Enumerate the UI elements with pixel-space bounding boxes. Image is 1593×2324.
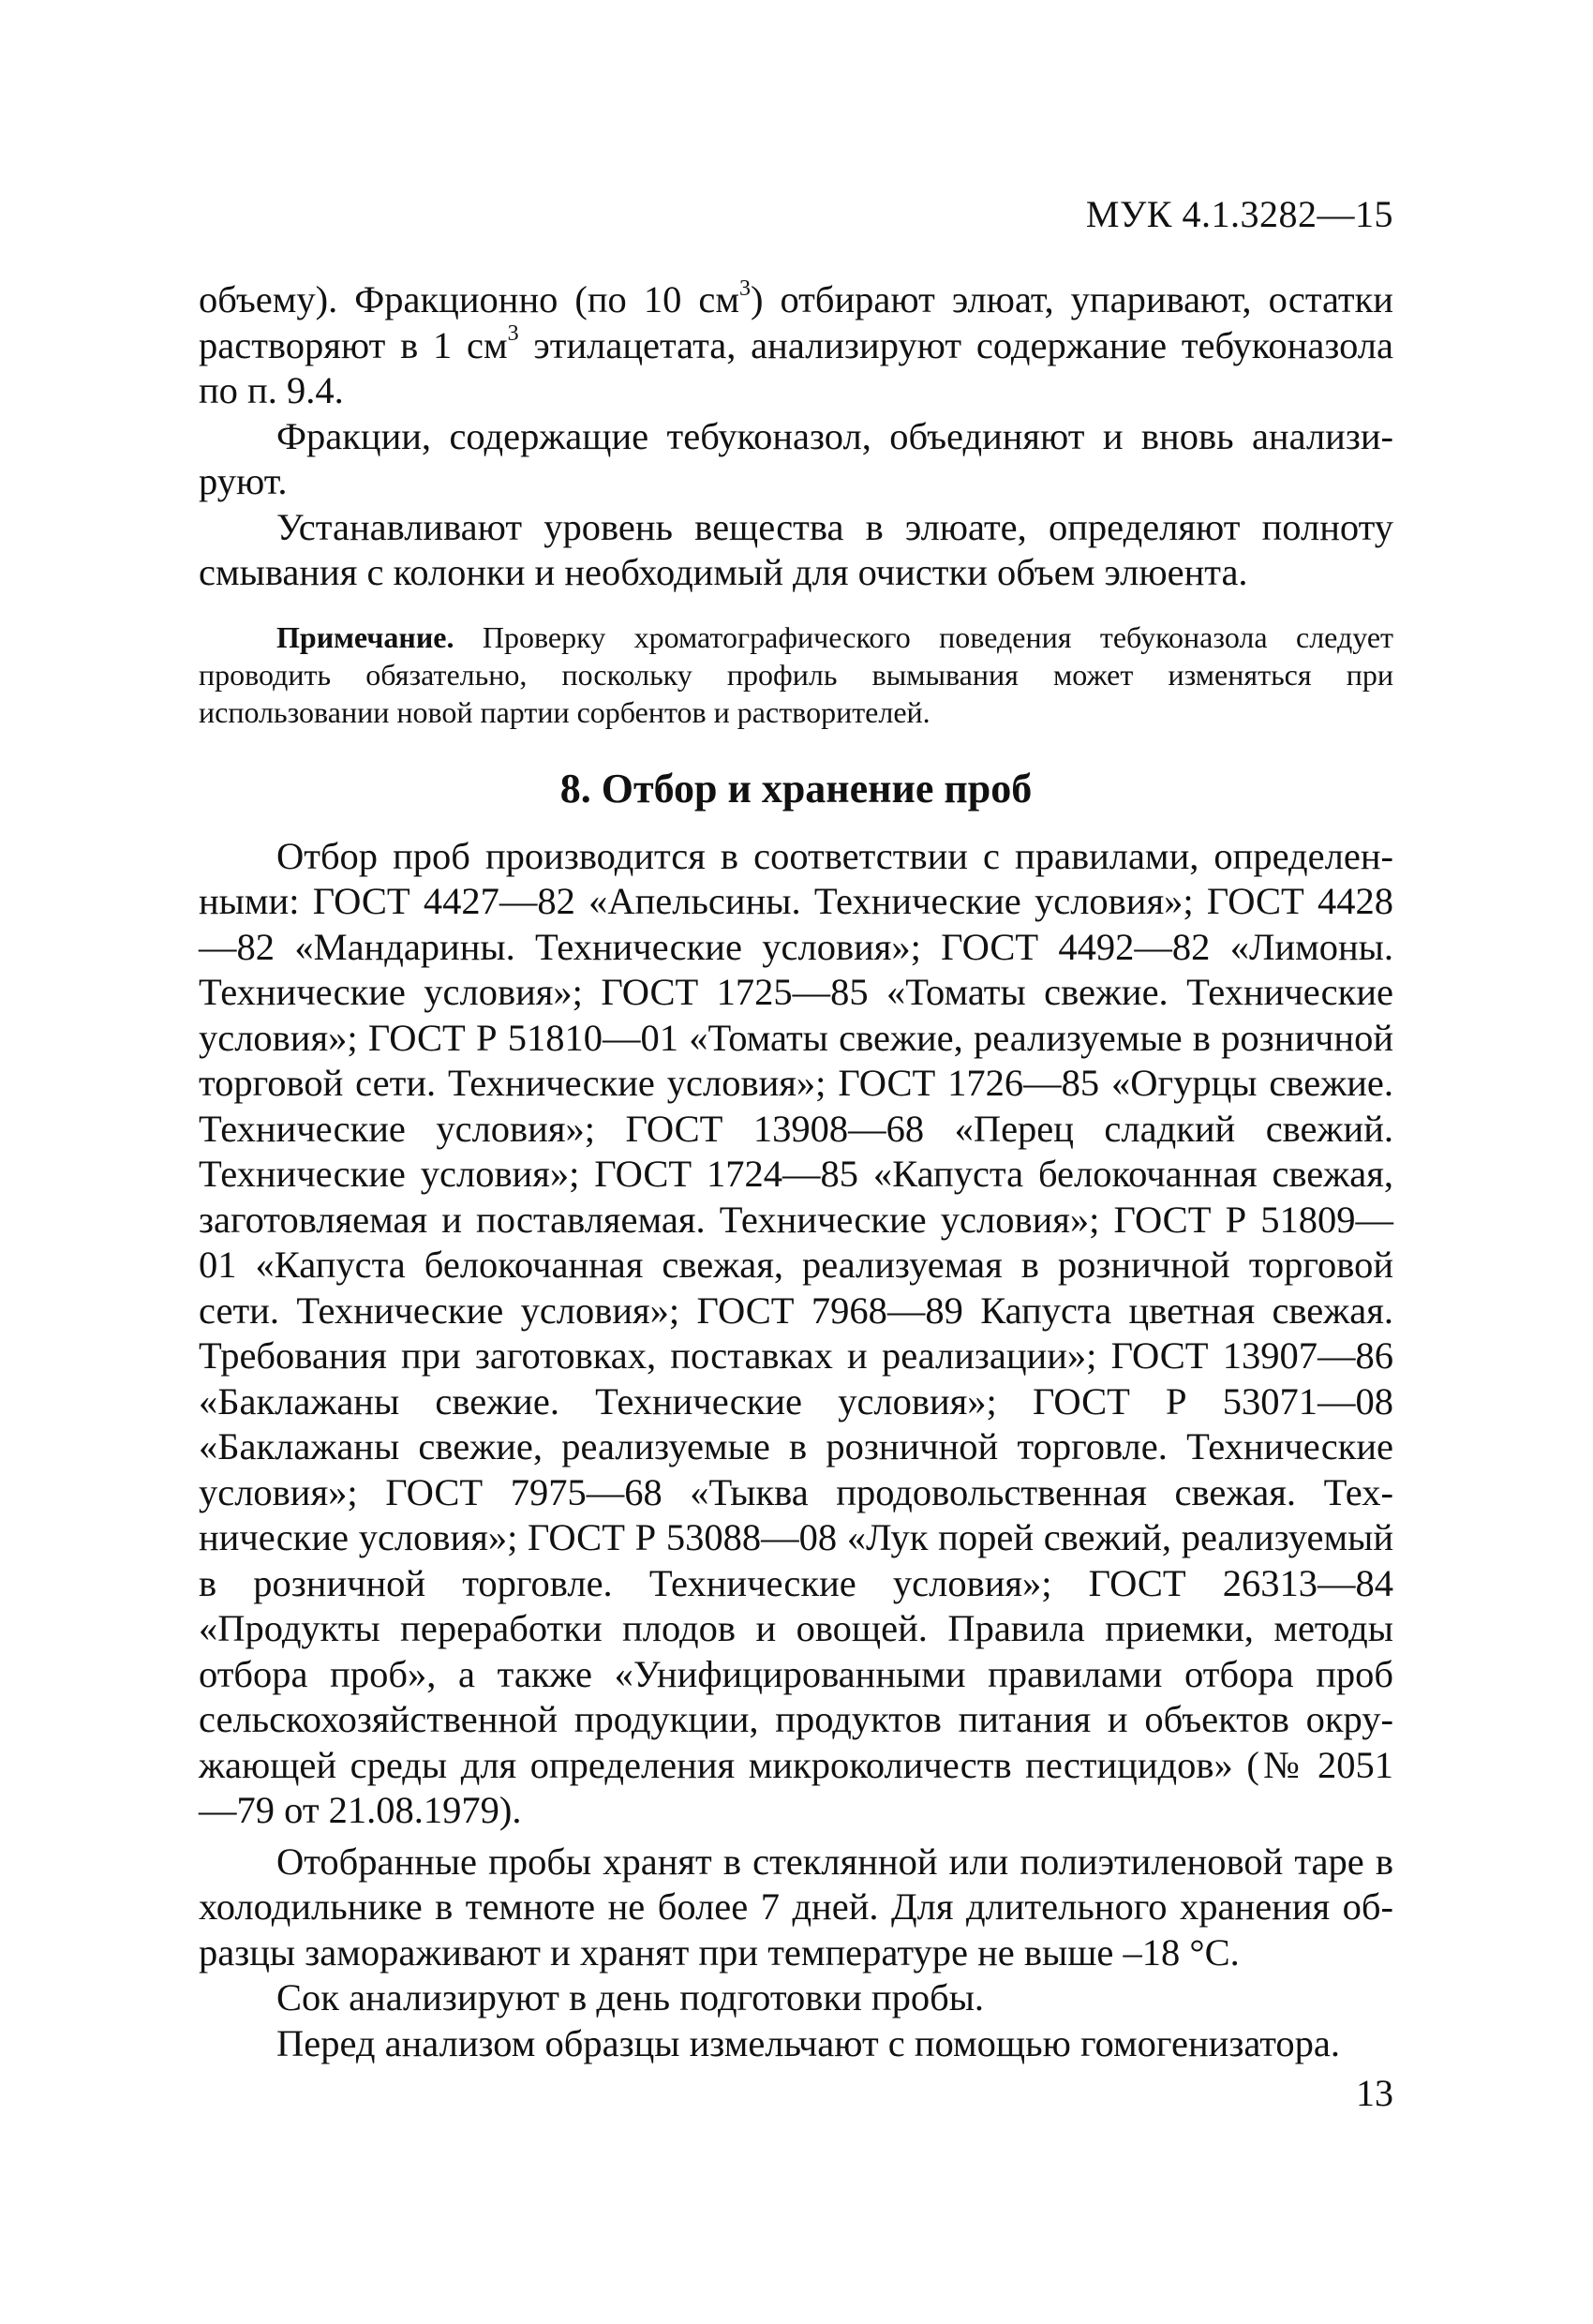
superscript: 3 <box>507 321 519 346</box>
paragraph-storage: Отобранные пробы хранят в стеклянной или полиэтиленовой таре в холодильнике в темноте не более 7 дней. Для длительного хранения образцы замораживают и хранят при температуре не выше –18 °С. <box>199 1840 1393 1974</box>
paragraph-continuation: объему). Фракционно (по 10 $см^3$) отбирают элюат, упаривают, остатки растворяют в 1 $см^3$ этилацетата, анализируют содержание тебуконазола по п. 9.4. <box>199 276 1393 411</box>
paragraph-homogenizer: Перед анализом образцы измельчают с помощью гомогенизатора. <box>276 2021 1341 2064</box>
section-title: 8. Отбор и хранение проб <box>559 765 1033 812</box>
note <box>199 618 1393 731</box>
paragraph-fractions: Фракции, содержащие тебуконазол, объединяют и вновь анализируют. <box>199 414 1393 502</box>
document-page <box>199 0 1393 2324</box>
paragraph-juice: Сок анализируют в день подготовки пробы. <box>276 1976 985 2019</box>
paragraph-sampling-standards: Отбор проб производится в соответствии с правилами, определенными: ГОСТ 4427—82 «Апельсины. Технические условия»; ГОСТ 4428—82 «Мандарины. Технические условия»; ГОСТ 4492—82 «Лимоны. Технические условия»; ГОСТ 1725—85 «Томаты свежие. Технические условия»; ГОСТ Р 51810—01 «Томаты свежие, реализуемые в розничной торговой сети. Технические условия»; ГОСТ 1726—85 «Огурцы свежие. Технические условия»; ГОСТ 13908—68 «Перец сладкий свежий. Технические условия»; ГОСТ 1724—85 «Капуста белокочанная свежая, заготовляемая и поставляемая. Технические условия»; ГОСТ Р 51809—01 «Капуста белокочанная свежая, реализуемая в розничной торговой сети. Технические условия»; ГОСТ 7968—89 Капуста цветная свежая. Требования при заготовках, поставках и реализации»; ГОСТ 13907—86 «Баклажаны свежие. Технические условия»; ГОСТ Р 53071—08 «Баклажаны свежие, реализуемые в розничной торговле. Технические условия»; ГОСТ 7975—68 «Тыква продовольственная свежая. Технические условия»; ГОСТ Р 53088—08 «Лук порей свежий, реализуемый в розничной торговле. Технические условия»; ГОСТ 26313—84 «Продукты переработки плодов и овощей. Правила приемки, методы отбора проб», а также «Унифицированными правилами отбора проб сельскохозяйственной продукции, продуктов питания и объектов окружающей среды для определения микроколичеств пестицидов» (№ 2051—79 от 21.08.1979). <box>199 834 1393 1831</box>
note-text: Проверку хроматографического поведения тебуконазола следует проводить обязательно, поскольку профиль вымывания может изменяться при использовании новой партии сорбентов и растворителей. <box>199 619 1393 729</box>
running-header: МУК 4.1.3282—15 <box>1085 193 1393 235</box>
superscript: 3 <box>738 276 751 301</box>
page-number: 13 <box>1356 2072 1393 2114</box>
paragraph-level: Устанавливают уровень вещества в элюате, определяют полноту смывания с колонки и необходимый для очистки объем элюента. <box>199 505 1393 593</box>
body-text <box>199 277 1393 2066</box>
note-label: Примечание. <box>276 619 454 654</box>
